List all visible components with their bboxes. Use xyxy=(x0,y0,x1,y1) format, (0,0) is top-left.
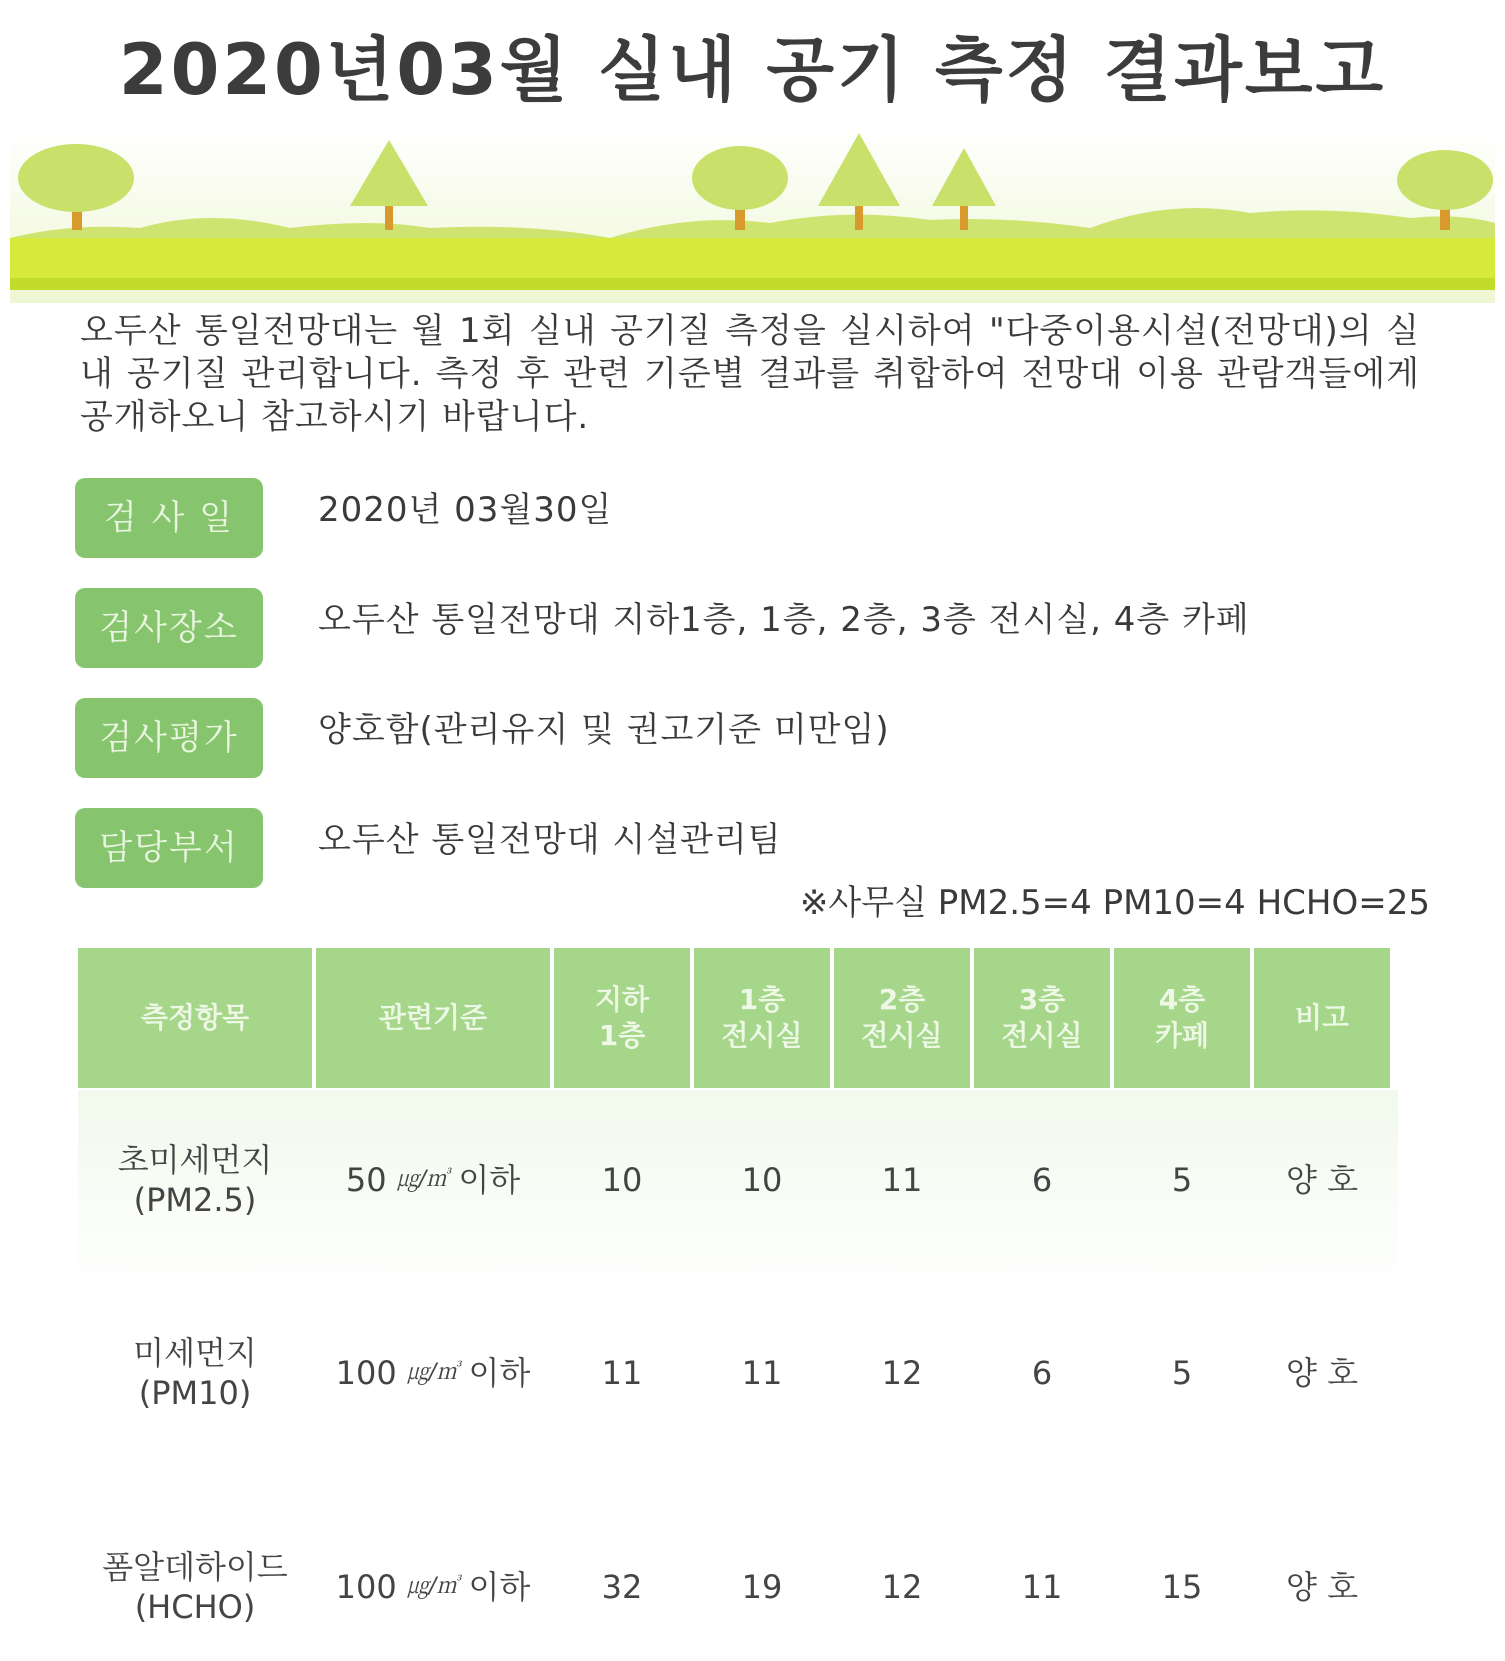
standard-value: 50 xyxy=(345,1161,387,1199)
table-header-cell: 비고 xyxy=(1254,948,1390,1088)
info-value: 양호함(관리유지 및 권고기준 미만임) xyxy=(318,710,890,750)
value-cell: 11 xyxy=(741,1354,783,1392)
office-note: ※사무실 PM2.5=4 PM10=4 HCHO=25 xyxy=(799,883,1430,923)
value-cell: 12 xyxy=(881,1354,923,1392)
value-cell: 11 xyxy=(1021,1568,1063,1606)
value-cell: 5 xyxy=(1171,1354,1193,1392)
info-value: 2020년 03월30일 xyxy=(318,490,613,530)
item-cell xyxy=(78,1532,312,1642)
standard-cell xyxy=(316,1318,550,1428)
intro-text: 오두산 통일전망대는 월 1회 실내 공기질 측정을 실시하여 "다중이용시설(전망대)의 실내 공기질 관리합니다. 측정 후 관련 기준별 결과를 취합하여 전망대 이용 관람객들에게 공개하오니 참고하시기 바랍니다. xyxy=(80,311,1420,437)
item-code: (HCHO) xyxy=(134,1588,256,1626)
standard-cell xyxy=(316,1125,550,1235)
item-code: (PM10) xyxy=(138,1374,252,1412)
info-label: 검 사 일 xyxy=(75,478,263,558)
page-title: 2020년03월 실내 공기 측정 결과보고 xyxy=(118,29,1387,111)
standard-suffix: 이하 xyxy=(458,1161,521,1199)
value-cell: 6 xyxy=(1031,1161,1053,1199)
item-name: 미세먼지 xyxy=(133,1334,257,1372)
value-cell: 11 xyxy=(881,1161,923,1199)
standard-value: 100 xyxy=(335,1568,397,1606)
info-row-evaluation xyxy=(75,698,1475,778)
table-header-cell: 측정항목 xyxy=(78,948,312,1088)
value-cell: 32 xyxy=(601,1568,643,1606)
item-cell xyxy=(78,1125,312,1235)
value-cell: 10 xyxy=(601,1161,643,1199)
value-cell: 10 xyxy=(741,1161,783,1199)
value-cell: 11 xyxy=(601,1354,643,1392)
value-cell: 15 xyxy=(1161,1568,1203,1606)
info-label: 검사장소 xyxy=(75,588,263,668)
item-name: 폼알데하이드 xyxy=(102,1548,288,1586)
standard-unit: ㎍/㎥ xyxy=(406,1360,459,1385)
info-label: 담당부서 xyxy=(75,808,263,888)
standard-suffix: 이하 xyxy=(468,1354,531,1392)
note-cell: 양 호 xyxy=(1286,1568,1358,1606)
item-name: 초미세먼지 xyxy=(117,1141,273,1179)
table-header-cell: 3층 전시실 xyxy=(974,948,1110,1088)
note-cell: 양 호 xyxy=(1286,1354,1358,1392)
info-row-location xyxy=(75,588,1475,668)
table-header-cell: 관련기준 xyxy=(316,948,550,1088)
info-row-date xyxy=(75,478,1475,558)
value-cell: 5 xyxy=(1171,1161,1193,1199)
table-header-cell: 4층 카페 xyxy=(1114,948,1250,1088)
table-header-cell: 1층 전시실 xyxy=(694,948,830,1088)
standard-unit: ㎍/㎥ xyxy=(406,1574,459,1599)
standard-suffix: 이하 xyxy=(468,1568,531,1606)
standard-value: 100 xyxy=(335,1354,397,1392)
standard-cell xyxy=(316,1532,550,1642)
standard-unit: ㎍/㎥ xyxy=(396,1167,449,1192)
value-cell: 12 xyxy=(881,1568,923,1606)
value-cell: 6 xyxy=(1031,1354,1053,1392)
value-cell: 19 xyxy=(741,1568,783,1606)
table-row xyxy=(78,1318,1398,1428)
table-row xyxy=(78,1125,1398,1235)
info-value: 오두산 통일전망대 시설관리팀 xyxy=(318,820,782,860)
item-code: (PM2.5) xyxy=(133,1181,257,1219)
table-header-cell: 지하 1층 xyxy=(554,948,690,1088)
item-cell xyxy=(78,1318,312,1428)
note-cell: 양 호 xyxy=(1286,1161,1358,1199)
landscape-banner xyxy=(10,128,1495,303)
table-row xyxy=(78,1532,1398,1642)
info-value: 오두산 통일전망대 지하1층, 1층, 2층, 3층 전시실, 4층 카페 xyxy=(318,600,1250,640)
info-label: 검사평가 xyxy=(75,698,263,778)
table-header-cell: 2층 전시실 xyxy=(834,948,970,1088)
